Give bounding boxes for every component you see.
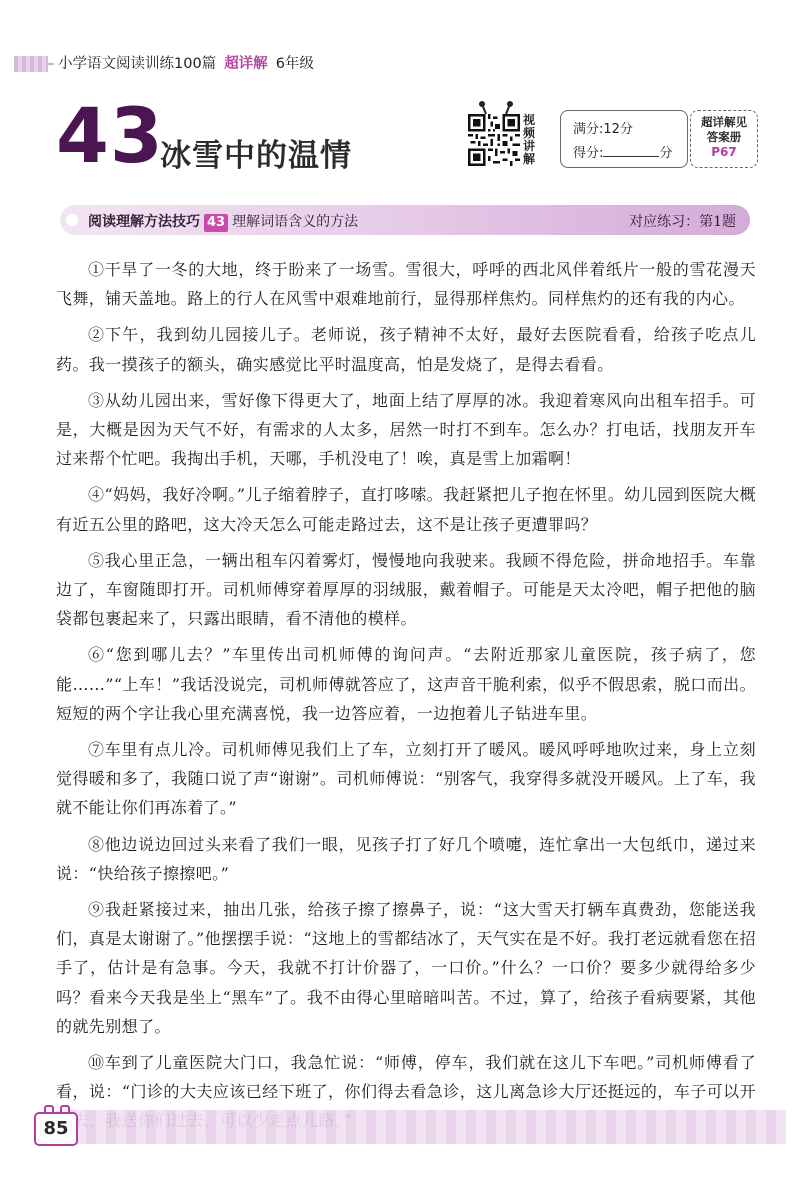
lesson-number: 43 xyxy=(56,91,164,180)
paragraph: ③从幼儿园出来，雪好像下得更大了，地面上结了厚厚的冰。我迎着寒风向出租车招手。可是，大概是因为天气不好，有需求的人太多，居然一时打不到车。怎么办？打电话，找朋友开车过来帮个忙吧。我掏出手机，天哪，手机没电了！唉，真是雪上加霜啊！ xyxy=(56,390,756,469)
method-number: 43 xyxy=(204,214,228,232)
paragraph: ⑦车里有点儿冷。司机师傅见我们上了车，立刻打开了暖风。暖风呼呼地吹过来，身上立刻觉得暖和多了，我随口说了声“谢谢”。司机师傅说：“别客气，我穿得多就没开暖风。上了车，我就不能让你们再冻着了。” xyxy=(56,740,756,818)
banner-bullet-icon xyxy=(66,214,78,226)
page-number: 85 xyxy=(34,1112,78,1146)
method-banner xyxy=(60,205,750,235)
header-decor-strip xyxy=(14,56,48,72)
method-text: 理解词语含义的方法 xyxy=(232,214,359,230)
paragraph: ⑥“您到哪儿去？”车里传出司机师傅的询问声。“去附近那家儿童医院，孩子病了，您能……”“上车！”我话没说完，司机师傅就答应了，这声音干脆利索，似乎不假思索，脱口而出。短短的两个字让我心里充满喜悦，我一边答应着，一边抱着儿子钻进车里。 xyxy=(56,645,756,723)
score-box xyxy=(560,110,688,168)
book-grade: 6年级 xyxy=(275,56,314,72)
book-highlight: 超详解 xyxy=(224,56,268,72)
paragraph: ⑧他边说边回过头来看了我们一眼，见孩子打了好几个喷嚏，连忙拿出一大包纸巾，递过来说：“快给孩子擦擦吧。” xyxy=(56,834,756,883)
answer-ref-line2: 答案册 xyxy=(706,130,742,144)
book-title: 小学语文阅读训练100篇 xyxy=(58,56,217,72)
footer-decor-band xyxy=(56,1110,786,1144)
full-score: 满分:12分 xyxy=(573,122,633,137)
article-body xyxy=(56,255,756,1143)
paragraph: ⑤我心里正急，一辆出租车闪着雾灯，慢慢地向我驶来。我顾不得危险，拼命地招手。车靠边了，车窗随即打开。司机师傅穿着厚厚的羽绒服，戴着帽子。可能是天太冷吧，帽子把他的脑袋都包裹起来了，只露出眼睛，看不清他的模样。 xyxy=(56,550,756,629)
answer-ref-line1: 超详解见 xyxy=(701,115,747,129)
paragraph: ①干旱了一冬的大地，终于盼来了一场雪。雪很大，呼呼的西北风伴着纸片一般的雪花漫天飞舞，铺天盖地。路上的行人在风雪中艰难地前行，显得那样焦灼。同样焦灼的还有我的内心。 xyxy=(56,260,756,309)
paragraph: ⑨我赶紧接过来，抽出几张，给孩子擦了擦鼻子，说：“这大雪天打辆车真费劲，您能送我们，真是太谢谢了。”他摆摆手说：“这地上的雪都结冰了，天气实在是不好。我打老远就看您在招手了，估计是有急事。今天，我就不打计价器了，一口价。”什么？一口价？要多少就得给多少吗？看来今天我是坐上“黑车”了。我不由得心里暗暗叫苦。不过，算了，给孩子看病要紧，其他的就先别想了。 xyxy=(56,900,756,1036)
score-row xyxy=(573,142,672,161)
paragraph: ④“妈妈，我好冷啊。”儿子缩着脖子，直打哆嗦。我赶紧把儿子抱在怀里。幼儿园到医院大概有近五公里的路吧，这大冷天怎么可能走路过去，这不是让孩子更遭罪吗？ xyxy=(56,485,756,534)
score-label: 得分: xyxy=(573,146,604,161)
method-label: 阅读理解方法技巧 xyxy=(88,214,200,230)
lesson-title: 冰雪中的温情 xyxy=(160,138,352,174)
paragraph: ⑩车到了儿童医院大门口，我急忙说：“师傅，停车，我们就在这儿下车吧。”司机师傅看了看，说：“门诊的大夫应该已经下班了，你们得去看急诊，这儿离急诊大厅还挺远的，车子可以开 xyxy=(56,1053,756,1102)
header-decor-tail xyxy=(48,63,54,65)
book-header xyxy=(58,52,314,73)
paragraph: ②下午，我到幼儿园接儿子。老师说，孩子精神不太好，最好去医院看看，给孩子吃点儿药。我一摸孩子的额头，确实感觉比平时温度高，怕是发烧了，是得去看看。 xyxy=(56,325,756,374)
answer-reference xyxy=(690,110,758,168)
score-blank[interactable] xyxy=(603,144,659,157)
qr-code-icon[interactable] xyxy=(468,114,520,166)
practice-ref: 对应练习：第1题 xyxy=(629,214,736,230)
answer-ref-page: P67 xyxy=(711,145,737,159)
method-title xyxy=(88,211,358,232)
score-unit: 分 xyxy=(659,146,673,161)
qr-video-label: 视频讲解 xyxy=(523,113,536,166)
